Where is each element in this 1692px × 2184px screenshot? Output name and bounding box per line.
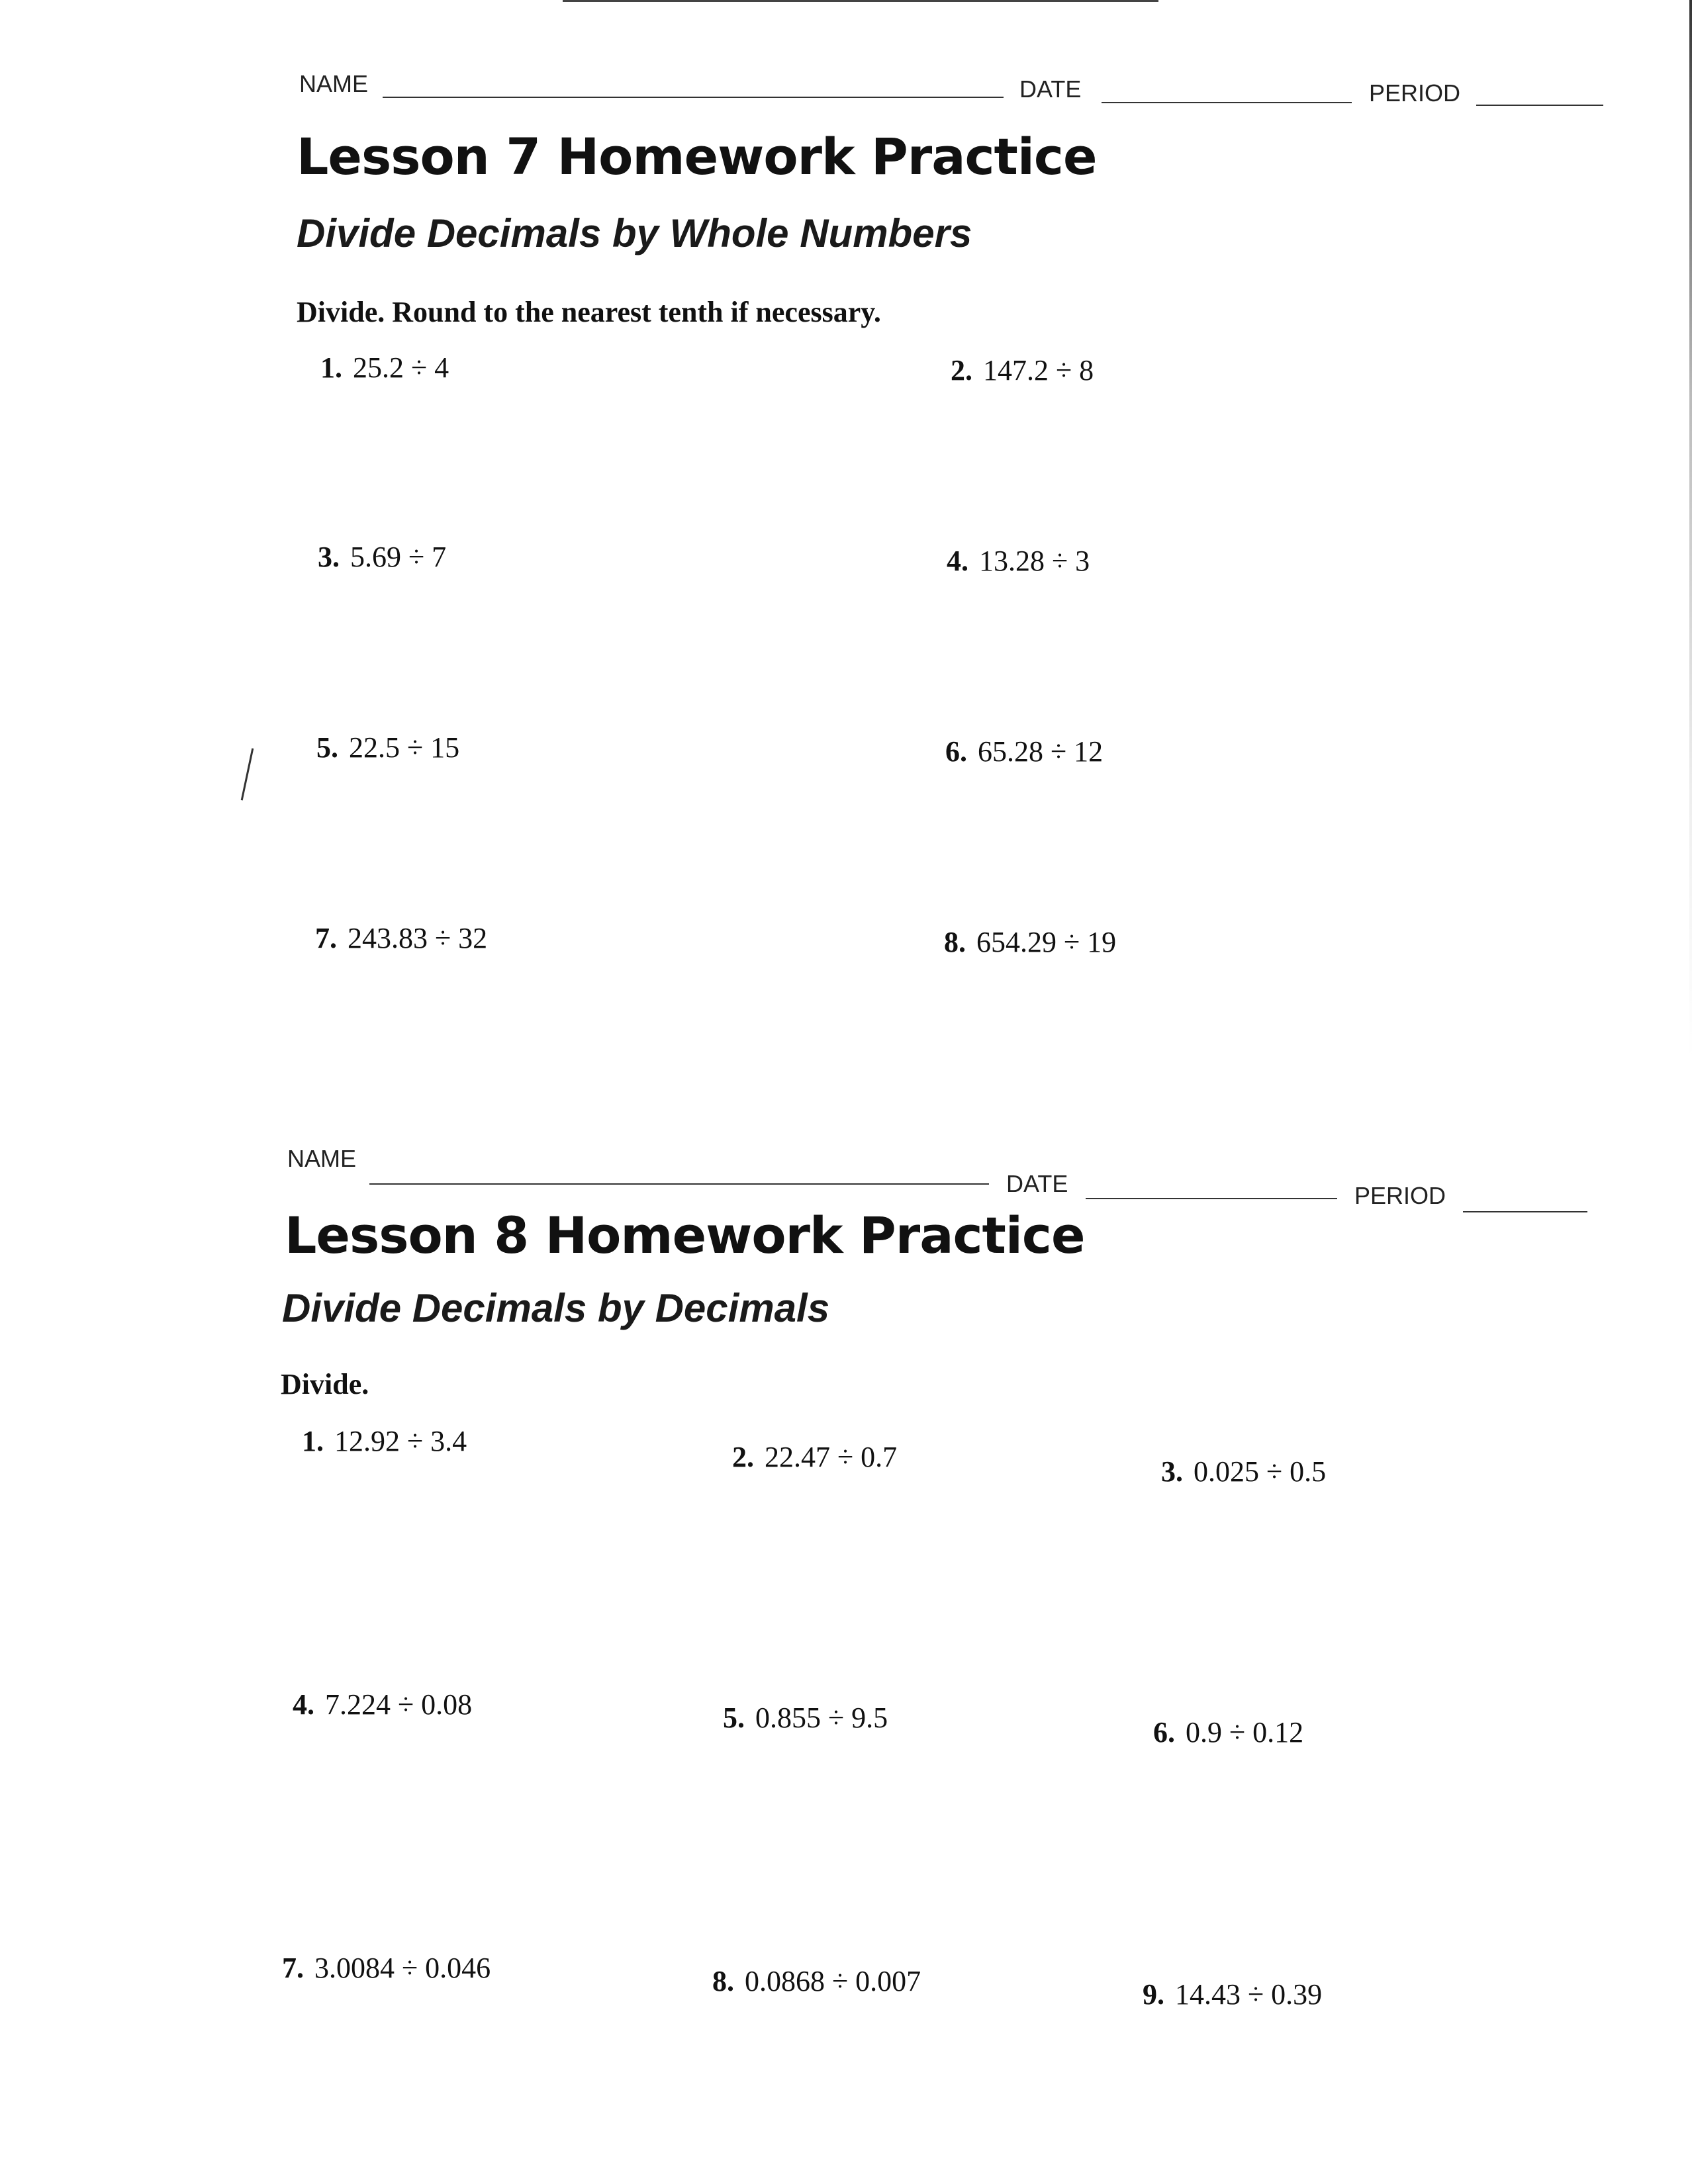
problem-number: 4. (293, 1688, 314, 1721)
lesson8-title: Lesson 8 Homework Practice (285, 1206, 1085, 1265)
problem-item (1161, 1455, 1326, 1488)
problem-number: 3. (1161, 1455, 1183, 1488)
problem-expression: 654.29 ÷ 19 (976, 926, 1117, 958)
period-blank[interactable] (1476, 105, 1603, 106)
problem-item (951, 353, 1094, 387)
problem-item (723, 1701, 888, 1735)
problem-expression: 3.0084 ÷ 0.046 (314, 1952, 491, 1984)
problem-expression: 22.47 ÷ 0.7 (765, 1441, 898, 1473)
problem-item (1143, 1978, 1322, 2011)
problem-item (320, 351, 449, 385)
lesson8-subtitle: Divide Decimals by Decimals (282, 1286, 830, 1330)
date-blank[interactable] (1102, 102, 1352, 103)
problem-number: 8. (712, 1965, 734, 1997)
problem-number: 2. (732, 1441, 754, 1473)
problem-number: 2. (951, 354, 972, 387)
problem-number: 7. (315, 922, 337, 954)
problem-number: 3. (318, 541, 340, 573)
problem-number: 1. (302, 1425, 324, 1457)
period-label: PERIOD (1369, 79, 1461, 107)
problem-expression: 0.855 ÷ 9.5 (755, 1702, 888, 1734)
lesson7-title: Lesson 7 Homework Practice (297, 127, 1097, 186)
name-label: NAME (287, 1145, 357, 1172)
problem-expression: 13.28 ÷ 3 (979, 545, 1090, 577)
problem-expression: 0.9 ÷ 0.12 (1186, 1716, 1304, 1749)
problem-item (315, 921, 487, 955)
problem-item (293, 1688, 472, 1721)
problem-expression: 12.92 ÷ 3.4 (334, 1425, 467, 1457)
problem-expression: 22.5 ÷ 15 (349, 731, 460, 764)
problem-number: 5. (723, 1702, 745, 1734)
problem-item (1153, 1715, 1303, 1749)
problem-item (318, 540, 446, 574)
problem-number: 9. (1143, 1978, 1164, 2011)
date-label: DATE (1006, 1170, 1068, 1197)
date-blank[interactable] (1086, 1198, 1337, 1199)
problem-number: 1. (320, 351, 342, 384)
name-blank[interactable] (383, 97, 1004, 98)
problem-number: 6. (945, 735, 967, 768)
problem-item (302, 1424, 467, 1458)
problem-number: 6. (1153, 1716, 1175, 1749)
problem-expression: 7.224 ÷ 0.08 (325, 1688, 473, 1721)
scan-edge-right (1689, 0, 1692, 2184)
problem-expression: 0.0868 ÷ 0.007 (745, 1965, 921, 1997)
problem-expression: 14.43 ÷ 0.39 (1175, 1978, 1323, 2011)
scan-edge-top (563, 0, 1158, 2)
problem-expression: 147.2 ÷ 8 (983, 354, 1094, 387)
problem-expression: 243.83 ÷ 32 (348, 922, 488, 954)
name-blank[interactable] (369, 1183, 989, 1185)
problem-item (282, 1951, 491, 1985)
lesson7-subtitle: Divide Decimals by Whole Numbers (297, 211, 972, 255)
problem-item (944, 925, 1116, 959)
period-label: PERIOD (1354, 1182, 1446, 1209)
problem-item (947, 544, 1090, 578)
lesson8-instructions: Divide. (281, 1368, 369, 1400)
problem-item (316, 731, 459, 764)
problem-number: 5. (316, 731, 338, 764)
problem-item (712, 1964, 921, 1998)
stray-pencil-mark (241, 749, 254, 801)
period-blank[interactable] (1463, 1211, 1587, 1212)
problem-number: 7. (282, 1952, 304, 1984)
problem-expression: 5.69 ÷ 7 (350, 541, 447, 573)
problem-item (945, 735, 1103, 768)
name-label: NAME (299, 70, 369, 97)
problem-number: 8. (944, 926, 966, 958)
problem-expression: 25.2 ÷ 4 (353, 351, 449, 384)
problem-item (732, 1440, 897, 1474)
lesson7-instructions: Divide. Round to the nearest tenth if necessary. (297, 296, 881, 328)
problem-expression: 65.28 ÷ 12 (978, 735, 1104, 768)
date-label: DATE (1019, 75, 1082, 103)
problem-expression: 0.025 ÷ 0.5 (1194, 1455, 1327, 1488)
problem-number: 4. (947, 545, 968, 577)
